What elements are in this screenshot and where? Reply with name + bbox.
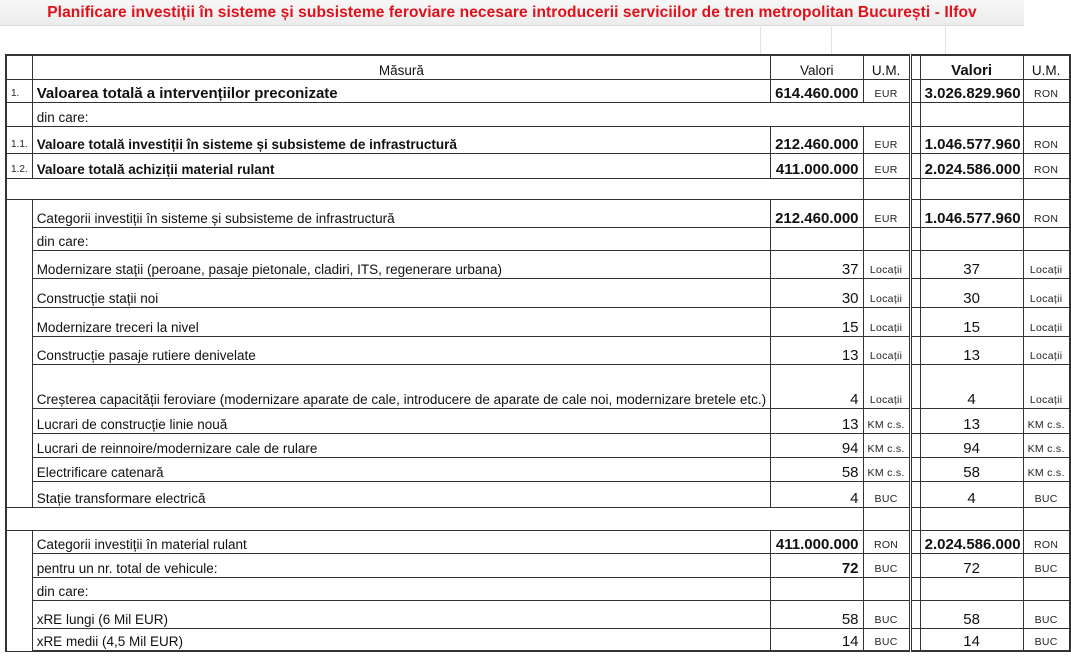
row-empty-cell [910, 336, 920, 364]
row-um-ron: KM c.s. [1023, 433, 1070, 457]
table-row [6, 364, 1070, 408]
row-value-eur: 4 [771, 364, 863, 408]
row-empty-cell [910, 530, 920, 553]
row-empty-cell [910, 628, 920, 651]
row-value-eur [771, 227, 863, 250]
row-value-eur: 212.460.000 [771, 199, 863, 227]
row-um-ron: BUC [1023, 481, 1070, 507]
row-um-ron: Locații [1023, 364, 1070, 408]
row-label: Stație transformare electrică [32, 481, 770, 507]
row-um-ron: Locații [1023, 336, 1070, 364]
row-um-eur [863, 577, 910, 600]
investment-table [5, 54, 1071, 652]
header-row [6, 55, 1070, 79]
row-value-ron: 14 [920, 628, 1023, 651]
row-empty-cell [910, 433, 920, 457]
row-empty-cell [910, 577, 920, 600]
row-value-eur: 614.460.000 [771, 79, 863, 102]
sheet-title: Planificare investiții în sisteme și subsisteme feroviare necesare introducerii serviciilor de tren metropolitan București - Ilfov [47, 4, 977, 21]
row-um-eur: EUR [863, 126, 910, 153]
header-um-eur: U.M. [863, 55, 910, 79]
row-label: Valoare totală investiții în sisteme și subsisteme de infrastructură [32, 126, 770, 153]
row-value-eur: 411.000.000 [771, 530, 863, 553]
row-value-eur: 58 [771, 457, 863, 481]
header-num-cell [6, 55, 32, 79]
table-row [6, 307, 1070, 336]
row-value-eur: 30 [771, 278, 863, 307]
row-um-eur: Locații [863, 278, 910, 307]
table-row [6, 250, 1070, 278]
blank-cell [1023, 178, 1070, 199]
row-label: Valoarea totală a intervențiilor preconizate [32, 79, 770, 102]
row-value-ron: 13 [920, 408, 1023, 433]
row-value-ron: 58 [920, 457, 1023, 481]
row-um-eur: Locații [863, 250, 910, 278]
row-um-eur [863, 227, 910, 250]
row-value-eur: 94 [771, 433, 863, 457]
row-value-eur: 4 [771, 481, 863, 507]
row-value-ron: 13 [920, 336, 1023, 364]
row-um-ron: RON [1023, 530, 1070, 553]
table-row [6, 600, 1070, 628]
row-um-ron: RON [1023, 199, 1070, 227]
row-empty-cell [910, 79, 920, 102]
row-label: pentru un nr. total de vehicule: [32, 553, 770, 577]
row-um-eur: EUR [863, 79, 910, 102]
row-value-eur: 15 [771, 307, 863, 336]
row-um-eur: KM c.s. [863, 408, 910, 433]
row-value-eur [771, 577, 863, 600]
row-um-eur: BUC [863, 553, 910, 577]
blank-cell [910, 178, 920, 199]
row-value-ron [920, 102, 1023, 126]
blank-row [6, 178, 1070, 199]
row-value-ron: 94 [920, 433, 1023, 457]
table-row [6, 577, 1070, 600]
row-value-ron: 1.046.577.960 [920, 199, 1023, 227]
row-label: Lucrari de reinnoire/modernizare cale de rulare [32, 433, 770, 457]
row-label: Lucrari de construcție linie nouă [32, 408, 770, 433]
row-um-eur: EUR [863, 153, 910, 178]
header-measure: Măsură [32, 55, 770, 79]
row-label: Creșterea capacității feroviare (modernizare aparate de cale, introducere de aparate de cale noi, modernizare bretele etc.) [32, 364, 770, 408]
row-label: Modernizare stații (peroane, pasaje pietonale, cladiri, ITS, regenerare urbana) [32, 250, 770, 278]
table-row [6, 227, 1070, 250]
table-row [6, 126, 1070, 153]
gridline [945, 25, 946, 55]
table-row [6, 102, 1070, 126]
row-label: din care: [32, 227, 770, 250]
row-empty-cell [910, 364, 920, 408]
blank-cell [920, 178, 1023, 199]
row-empty-cell [910, 307, 920, 336]
row-um-ron [1023, 227, 1070, 250]
row-number [6, 102, 32, 126]
row-value-ron: 3.026.829.960 [920, 79, 1023, 102]
table-row [6, 199, 1070, 227]
row-number [6, 199, 32, 507]
row-um-eur: KM c.s. [863, 457, 910, 481]
table-row [6, 153, 1070, 178]
row-value-eur: 72 [771, 553, 863, 577]
table-row [6, 553, 1070, 577]
row-value-eur: 14 [771, 628, 863, 651]
blank-row [6, 507, 1070, 530]
table-row [6, 530, 1070, 553]
row-empty-cell [910, 102, 920, 126]
header-empty-cell [910, 55, 920, 79]
row-um-ron: Locații [1023, 250, 1070, 278]
row-label: din care: [32, 102, 910, 126]
row-empty-cell [910, 126, 920, 153]
row-um-ron: KM c.s. [1023, 408, 1070, 433]
gridline [831, 25, 832, 55]
row-um-eur: Locații [863, 364, 910, 408]
row-value-eur: 58 [771, 600, 863, 628]
row-number: 1.2. [6, 153, 32, 178]
title-band [0, 0, 1024, 26]
blank-cell [1023, 507, 1070, 530]
row-label: Modernizare treceri la nivel [32, 307, 770, 336]
row-um-ron: KM c.s. [1023, 457, 1070, 481]
row-number: 1.1. [6, 126, 32, 153]
row-value-ron: 4 [920, 481, 1023, 507]
table-row [6, 79, 1070, 102]
row-value-ron [920, 227, 1023, 250]
row-um-ron: BUC [1023, 628, 1070, 651]
row-label: Categorii investiții în sisteme și subsisteme de infrastructură [32, 199, 770, 227]
row-empty-cell [910, 457, 920, 481]
row-label: Categorii investiții în material rulant [32, 530, 770, 553]
row-value-eur: 212.460.000 [771, 126, 863, 153]
row-empty-cell [910, 227, 920, 250]
row-um-ron: RON [1023, 153, 1070, 178]
row-empty-cell [910, 600, 920, 628]
row-um-ron [1023, 577, 1070, 600]
row-um-eur: BUC [863, 481, 910, 507]
row-um-ron: RON [1023, 126, 1070, 153]
row-value-ron: 1.046.577.960 [920, 126, 1023, 153]
row-value-ron [920, 577, 1023, 600]
row-empty-cell [910, 250, 920, 278]
blank-cell [6, 178, 863, 199]
row-label: Valoare totală achiziții material rulant [32, 153, 770, 178]
row-um-eur: KM c.s. [863, 433, 910, 457]
row-um-ron [1023, 102, 1070, 126]
row-value-eur: 13 [771, 336, 863, 364]
table-row [6, 433, 1070, 457]
row-label: xRE medii (4,5 Mil EUR) [32, 628, 770, 651]
row-value-ron: 4 [920, 364, 1023, 408]
table-row [6, 481, 1070, 507]
row-value-ron: 2.024.586.000 [920, 153, 1023, 178]
row-um-eur: BUC [863, 628, 910, 651]
row-value-eur: 37 [771, 250, 863, 278]
row-empty-cell [910, 408, 920, 433]
row-um-ron: Locații [1023, 278, 1070, 307]
row-value-ron: 30 [920, 278, 1023, 307]
row-label: Construcție pasaje rutiere denivelate [32, 336, 770, 364]
row-label: din care: [32, 577, 770, 600]
row-um-ron: RON [1023, 79, 1070, 102]
row-empty-cell [910, 553, 920, 577]
row-um-ron: BUC [1023, 553, 1070, 577]
blank-cell [910, 507, 920, 530]
row-value-ron: 37 [920, 250, 1023, 278]
table-row [6, 457, 1070, 481]
row-um-ron: Locații [1023, 307, 1070, 336]
table-row [6, 336, 1070, 364]
header-values-ron: Valori [920, 55, 1023, 79]
blank-cell [6, 507, 863, 530]
table-row [6, 278, 1070, 307]
row-um-eur: EUR [863, 199, 910, 227]
gridline [760, 25, 761, 55]
row-value-eur: 13 [771, 408, 863, 433]
row-um-eur: RON [863, 530, 910, 553]
blank-cell [863, 178, 910, 199]
row-value-eur: 411.000.000 [771, 153, 863, 178]
row-label: Electrificare catenară [32, 457, 770, 481]
row-empty-cell [910, 153, 920, 178]
row-value-ron: 58 [920, 600, 1023, 628]
row-value-ron: 15 [920, 307, 1023, 336]
row-number: 1. [6, 79, 32, 102]
row-um-eur: BUC [863, 600, 910, 628]
row-empty-cell [910, 278, 920, 307]
blank-cell [863, 507, 910, 530]
row-um-ron: BUC [1023, 600, 1070, 628]
table-row [6, 628, 1070, 651]
row-um-eur: Locații [863, 307, 910, 336]
row-number [6, 530, 32, 651]
header-values-eur: Valori [771, 55, 863, 79]
header-um-ron: U.M. [1023, 55, 1070, 79]
row-empty-cell [910, 481, 920, 507]
table-row [6, 408, 1070, 433]
row-um-eur: Locații [863, 336, 910, 364]
row-value-ron: 2.024.586.000 [920, 530, 1023, 553]
row-label: Construcție stații noi [32, 278, 770, 307]
row-label: xRE lungi (6 Mil EUR) [32, 600, 770, 628]
blank-cell [920, 507, 1023, 530]
row-empty-cell [910, 199, 920, 227]
row-value-ron: 72 [920, 553, 1023, 577]
